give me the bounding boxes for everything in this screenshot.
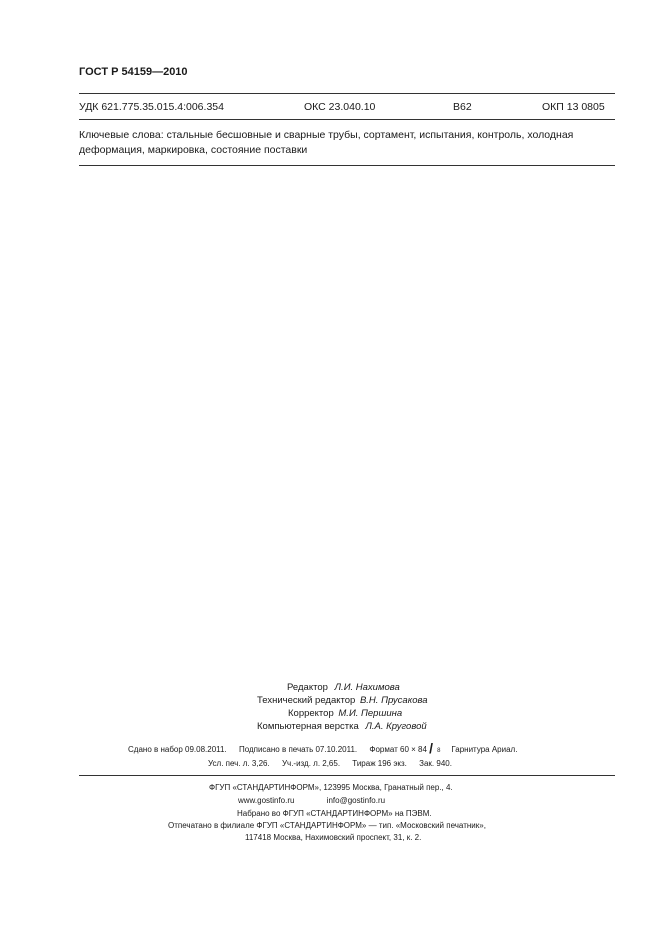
keywords-block — [79, 128, 619, 158]
format-fraction-value: 8 — [437, 748, 441, 754]
layout-label: Компьютерная верстка — [257, 721, 359, 732]
editor-label: Редактор — [287, 682, 328, 693]
typeface: Гарнитура Ариал. — [451, 745, 518, 755]
tech-editor-line — [257, 694, 428, 708]
top-rule — [79, 93, 615, 94]
middle-rule — [79, 119, 615, 120]
layout-line — [257, 720, 427, 734]
format-label: Формат 60 × 84 — [369, 745, 427, 755]
print-info-line-1 — [128, 740, 518, 756]
signed-date: Подписано в печать 07.10.2011. — [238, 745, 358, 755]
print-sheets: Усл. печ. л. 3,26. — [208, 759, 270, 768]
typeset-note: Набрано во ФГУП «СТАНДАРТИНФОРМ» на ПЭВМ. — [237, 809, 432, 818]
order-number: Зак. 940. — [419, 759, 452, 768]
website-link[interactable]: www.gostinfo.ru — [238, 796, 295, 805]
email-link[interactable]: info@gostinfo.ru — [326, 796, 386, 805]
print-info-line-2 — [208, 759, 452, 768]
typeset-date: Сдано в набор 09.08.2011. — [128, 745, 227, 755]
okp-code: ОКП 13 0805 — [542, 101, 605, 113]
format-fraction: / 8 — [429, 740, 441, 756]
tech-editor-label: Технический редактор — [257, 695, 356, 706]
document-title: ГОСТ Р 54159—2010 — [79, 66, 188, 78]
group-code: В62 — [453, 101, 472, 113]
corrector-name: М.И. Першина — [338, 708, 403, 719]
layout-name: Л.А. Круговой — [365, 721, 427, 732]
keywords-label: Ключевые слова: — [79, 129, 164, 141]
printed-at-note: Отпечатано в филиале ФГУП «СТАНДАРТИНФОРМ» — тип. «Московский печатник», — [168, 821, 486, 830]
contacts-line — [238, 796, 385, 805]
oks-code: ОКС 23.040.10 — [304, 101, 376, 113]
bottom-rule — [79, 165, 615, 166]
footer-rule — [79, 775, 615, 776]
corrector-line — [288, 707, 402, 721]
udk-code: УДК 621.775.35.015.4:006.354 — [79, 101, 224, 113]
circulation: Тираж 196 экз. — [352, 759, 407, 768]
keywords-text: стальные бесшовные и сварные трубы, сортамент, испытания, контроль, холодная деформация, маркировка, состояние поставки — [79, 129, 574, 156]
editor-name: Л.И. Нахимова — [334, 682, 400, 693]
tech-editor-name: В.Н. Прусакова — [359, 695, 428, 706]
editor-line — [287, 681, 400, 695]
corrector-label: Корректор — [288, 708, 334, 719]
printer-address: 117418 Москва, Нахимовский проспект, 31, к. 2. — [245, 833, 422, 842]
publisher-address: ФГУП «СТАНДАРТИНФОРМ», 123995 Москва, Гранатный пер., 4. — [209, 783, 453, 792]
publishing-sheets: Уч.-изд. л. 2,65. — [281, 759, 341, 768]
